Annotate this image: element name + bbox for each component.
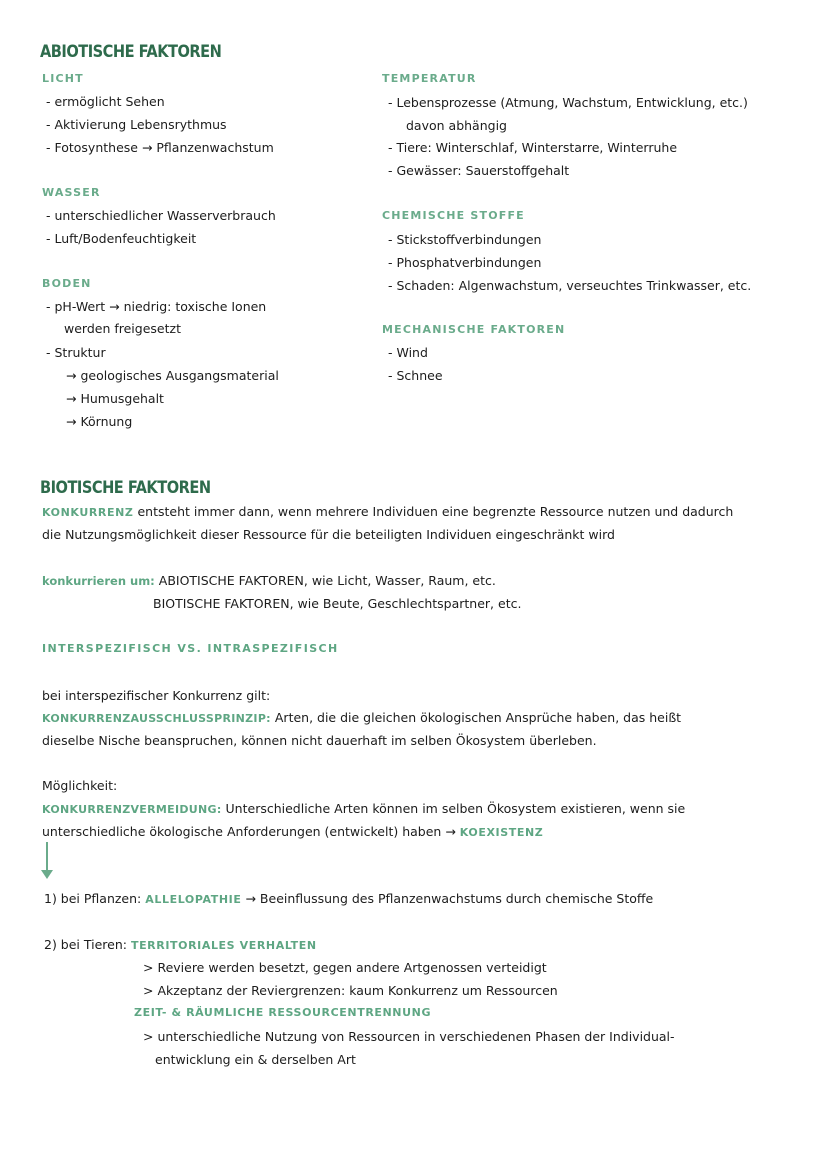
boden-item: werden freigesetzt <box>64 321 181 336</box>
vermeidung-term: KONKURRENZVERMEIDUNG: <box>42 803 222 816</box>
vermeidung-row <box>42 801 685 816</box>
boden-item: - pH-Wert → niedrig: toxische Ionen <box>46 299 267 314</box>
konkurrieren-text-2: BIOTISCHE FAKTOREN, wie Beute, Geschlechtspartner, etc. <box>153 596 522 611</box>
territorial-term: TERRITORIALES VERHALTEN <box>130 939 317 952</box>
konkurrieren-label: konkurrieren um: <box>42 574 155 588</box>
down-arrow-icon <box>46 842 48 872</box>
konkurrenz-text-2: die Nutzungsmöglichkeit dieser Ressource für die beteiligten Individuen eingeschränkt wird <box>42 527 615 542</box>
temperatur-heading: TEMPERATUR <box>382 72 477 85</box>
mechanisch-heading: MECHANISCHE FAKTOREN <box>382 323 566 336</box>
tiere-prefix: 2) bei Tieren: <box>44 937 127 952</box>
boden-heading: BODEN <box>42 277 92 290</box>
pflanzen-row <box>44 891 653 906</box>
temperatur-item: davon abhängig <box>406 118 507 133</box>
vermeidung-row-2 <box>42 824 543 839</box>
chemisch-heading: CHEMISCHE STOFFE <box>382 209 525 222</box>
ausschluss-term: KONKURRENZAUSSCHLUSSPRINZIP: <box>42 712 271 725</box>
ausschluss-row <box>42 710 681 725</box>
tiere-row <box>44 937 317 952</box>
pflanzen-prefix: 1) bei Pflanzen: <box>44 891 142 906</box>
wasser-heading: WASSER <box>42 186 101 199</box>
boden-item: - Struktur <box>46 345 106 360</box>
zeit-heading: ZEIT- & RÄUMLICHE RESSOURCENTRENNUNG <box>134 1006 432 1019</box>
pflanzen-text: → Beeinflussung des Pflanzenwachstums durch chemische Stoffe <box>245 891 654 906</box>
koexistenz-term: KOEXISTENZ <box>459 826 544 839</box>
boden-item: → Humusgehalt <box>66 391 164 406</box>
wasser-item: - unterschiedlicher Wasserverbrauch <box>46 208 276 223</box>
konkurrenz-definition <box>42 504 733 519</box>
moeglichkeit: Möglichkeit: <box>42 778 118 793</box>
inter-gilt: bei interspezifischer Konkurrenz gilt: <box>42 688 271 703</box>
licht-item: - ermöglicht Sehen <box>46 94 165 109</box>
temperatur-item: - Tiere: Winterschlaf, Winterstarre, Winterruhe <box>388 140 678 155</box>
konkurrenz-term: KONKURRENZ <box>42 506 134 519</box>
vermeidung-text-2: unterschiedliche ökologische Anforderungen (entwickelt) haben → <box>42 824 456 839</box>
licht-heading: LICHT <box>42 72 84 85</box>
biotic-title: BIOTISCHE FAKTOREN <box>40 478 211 498</box>
zeit-item: > unterschiedliche Nutzung von Ressourcen in verschiedenen Phasen der Individual- <box>143 1029 675 1044</box>
tiere-item: > Akzeptanz der Reviergrenzen: kaum Konkurrenz um Ressourcen <box>143 983 558 998</box>
tiere-item: > Reviere werden besetzt, gegen andere Artgenossen verteidigt <box>143 960 547 975</box>
licht-item: - Aktivierung Lebensrythmus <box>46 117 227 132</box>
temperatur-item: - Gewässer: Sauerstoffgehalt <box>388 163 570 178</box>
konkurrenz-text: entsteht immer dann, wenn mehrere Individuen eine begrenzte Ressource nutzen und dadurch <box>137 504 734 519</box>
abiotic-title: ABIOTISCHE FAKTOREN <box>40 42 222 62</box>
temperatur-item: - Lebensprozesse (Atmung, Wachstum, Entwicklung, etc.) <box>388 95 748 110</box>
boden-item: → Körnung <box>66 414 133 429</box>
wasser-item: - Luft/Bodenfeuchtigkeit <box>46 231 197 246</box>
zeit-item-cont: entwicklung ein & derselben Art <box>155 1052 356 1067</box>
konkurrieren-row <box>42 573 496 588</box>
chemisch-item: - Stickstoffverbindungen <box>388 232 542 247</box>
ausschluss-text: Arten, die die gleichen ökologischen Ansprüche haben, das heißt <box>274 710 682 725</box>
boden-item: → geologisches Ausgangsmaterial <box>66 368 279 383</box>
konkurrieren-text: ABIOTISCHE FAKTOREN, wie Licht, Wasser, Raum, etc. <box>158 573 496 588</box>
chemisch-item: - Schaden: Algenwachstum, verseuchtes Trinkwasser, etc. <box>388 278 752 293</box>
ausschluss-text-2: dieselbe Nische beanspruchen, können nicht dauerhaft im selben Ökosystem überleben. <box>42 733 597 748</box>
chemisch-item: - Phosphatverbindungen <box>388 255 542 270</box>
vermeidung-text: Unterschiedliche Arten können im selben Ökosystem existieren, wenn sie <box>225 801 686 816</box>
allelopathie-term: ALLELOPATHIE <box>145 893 242 906</box>
licht-item: - Fotosynthese → Pflanzenwachstum <box>46 140 274 155</box>
inter-intra-heading: INTERSPEZIFISCH VS. INTRASPEZIFISCH <box>42 642 339 655</box>
mechanisch-item: - Wind <box>388 345 428 360</box>
mechanisch-item: - Schnee <box>388 368 443 383</box>
